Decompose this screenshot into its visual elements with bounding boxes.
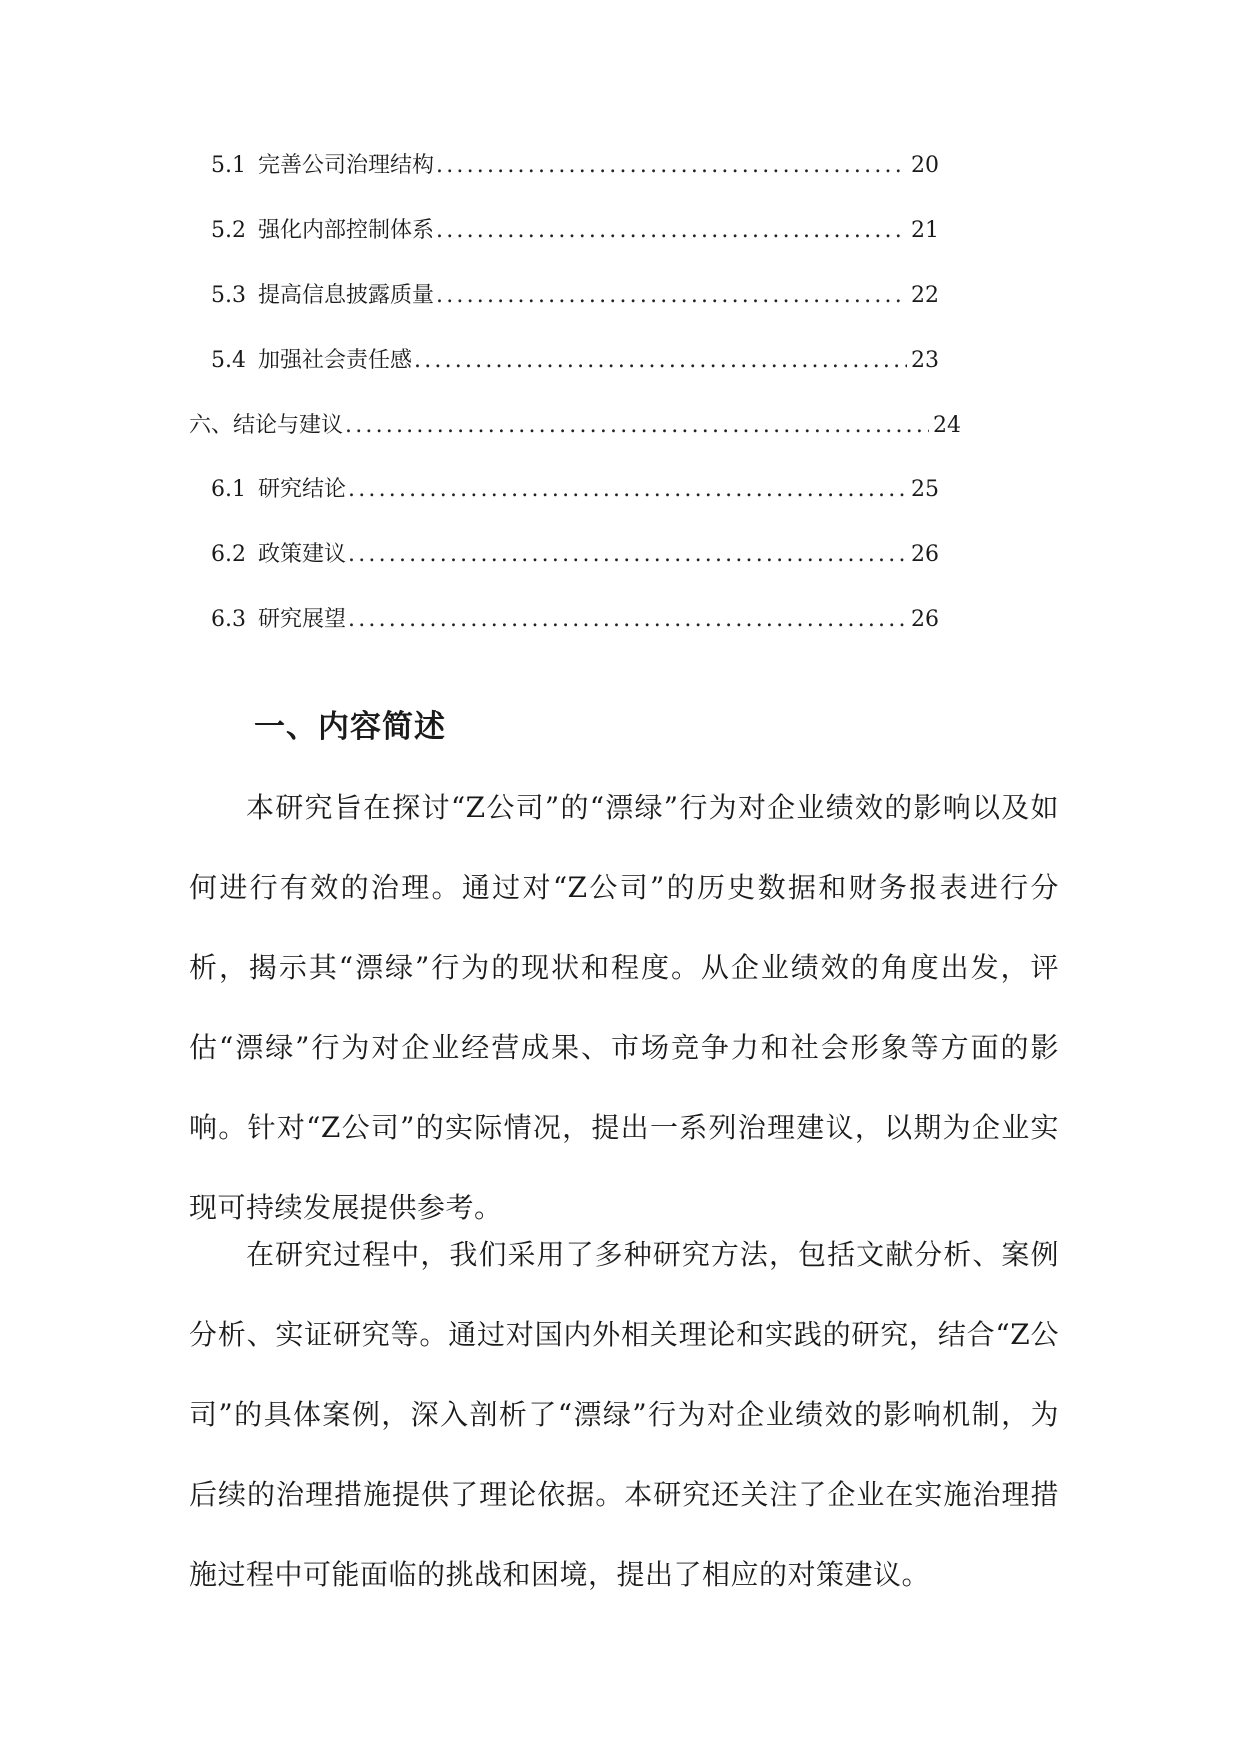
- toc-dot-leader: [345, 406, 929, 446]
- toc-dot-leader: [436, 211, 907, 251]
- toc-entry-number: 5.4: [211, 348, 246, 373]
- toc-entry-number: 5.3: [211, 283, 246, 308]
- toc-entry-page: 25: [911, 477, 939, 502]
- toc-entry-number: 6.2: [211, 542, 246, 567]
- toc-entry-page: 26: [911, 607, 939, 632]
- body-paragraph: 本研究旨在探讨“Z公司”的“漂绿”行为对企业绩效的影响以及如何进行有效的治理。通过对“Z公司”的历史数据和财务报表进行分析，揭示其“漂绿”行为的现状和程度。从企业绩效的角度出发，评估“漂绿”行为对企业经营成果、市场竞争力和社会形象等方面的影响。针对“Z公司”的实际情况，提出一系列治理建议，以期为企业实现可持续发展提供参考。: [189, 791, 1059, 1224]
- toc-entry-title: 加强社会责任感: [258, 348, 413, 373]
- toc-entry-number: 5.1: [211, 153, 246, 178]
- toc-entry-number: 6.1: [211, 477, 246, 502]
- toc-entry-title: 六、结论与建议: [189, 413, 344, 438]
- toc-dot-leader: [414, 341, 907, 381]
- toc-entry-page: 24: [933, 413, 961, 438]
- toc-entry-6-1[interactable]: [211, 470, 939, 510]
- toc-dot-leader: [436, 276, 907, 316]
- toc-entry-title: 研究结论: [258, 477, 347, 502]
- toc-entry-title: 提高信息披露质量: [258, 283, 435, 308]
- toc-entry-5-2[interactable]: [211, 211, 939, 251]
- body-paragraph: 在研究过程中，我们采用了多种研究方法，包括文献分析、案例分析、实证研究等。通过对国内外相关理论和实践的研究，结合“Z公司”的具体案例，深入剖析了“漂绿”行为对企业绩效的影响机制，为后续的治理措施提供了理论依据。本研究还关注了企业在实施治理措施过程中可能面临的挑战和困境，提出了相应的对策建议。: [189, 1238, 1059, 1591]
- toc-entry-title: 强化内部控制体系: [258, 218, 435, 243]
- toc-dot-leader: [348, 470, 907, 510]
- toc-entry-page: 21: [911, 218, 939, 243]
- toc-entry-6-3[interactable]: [211, 600, 939, 640]
- toc-entry-number: 6.3: [211, 607, 246, 632]
- toc-entry-5-4[interactable]: [211, 341, 939, 381]
- section-heading: 一、内容简述: [254, 709, 446, 745]
- toc-dot-leader: [348, 600, 907, 640]
- toc-entry-page: 23: [911, 348, 939, 373]
- toc-entry-chapter-6[interactable]: [189, 406, 961, 446]
- toc-entry-5-3[interactable]: [211, 276, 939, 316]
- toc-entry-page: 26: [911, 542, 939, 567]
- toc-entry-6-2[interactable]: [211, 535, 939, 575]
- toc-entry-title: 研究展望: [258, 607, 347, 632]
- toc-entry-page: 22: [911, 283, 939, 308]
- toc-dot-leader: [436, 146, 907, 186]
- toc-entry-title: 政策建议: [258, 542, 347, 567]
- toc-entry-title: 完善公司治理结构: [258, 153, 435, 178]
- toc-dot-leader: [348, 535, 907, 575]
- toc-entry-5-1[interactable]: [211, 146, 939, 186]
- toc-entry-number: 5.2: [211, 218, 246, 243]
- toc-entry-page: 20: [911, 153, 939, 178]
